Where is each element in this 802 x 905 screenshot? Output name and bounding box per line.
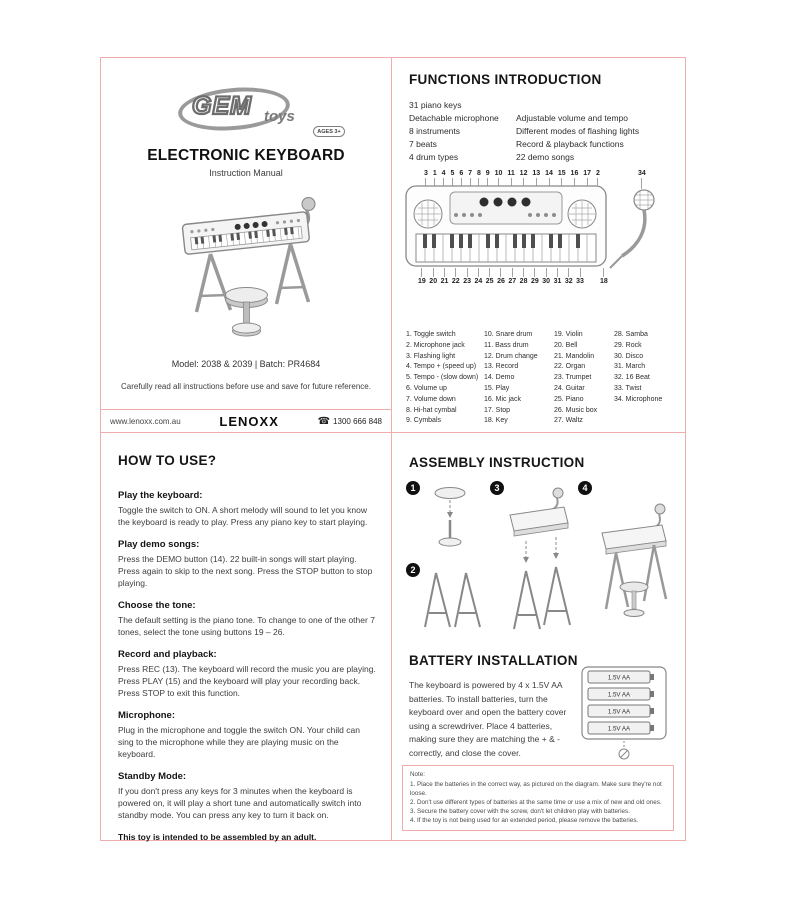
phone-contact — [318, 416, 382, 427]
callout-number: 33 — [576, 278, 584, 285]
callout-number: 7 — [468, 170, 473, 177]
keyboard-diagram — [398, 170, 680, 322]
part-label: 9. Cymbals — [406, 417, 442, 425]
section-body: If you don't press any keys for 3 minutes when the keyboard is powered on, it will play a short tune and automatically switch into standby mode. You can press any key to turn it back on. — [118, 786, 362, 820]
manual-title: ELECTRONIC KEYBOARD — [147, 147, 345, 164]
callout — [497, 268, 505, 285]
feature-row — [409, 125, 639, 138]
callout — [520, 268, 528, 285]
functions-panel — [392, 58, 686, 433]
feature-row — [409, 112, 639, 125]
leader-line — [455, 268, 456, 277]
gem-toys-logo — [178, 84, 314, 138]
feature-left: Detachable microphone — [409, 113, 499, 123]
feature-left: 8 instruments — [409, 126, 461, 136]
stool-illustration — [226, 288, 268, 337]
section-body: Press the DEMO button (14). 22 built-in songs will start playing. Press again to skip to the next song. Press the STOP button to stop playing. — [118, 554, 373, 588]
leader-line — [603, 268, 604, 277]
callout-number: 29 — [530, 278, 539, 285]
part-label: 14. Demo — [484, 374, 515, 382]
feature-row — [409, 138, 639, 151]
battery-body: The keyboard is powered by 4 x 1.5V AA batteries. To install batteries, turn the keyboard over and open the battery cover using a screwdriver. Place 4 batteries, making sure they are matching the + & - correctly, and close the cover. — [409, 680, 567, 758]
part-label: 32. 16 Beat — [614, 374, 650, 382]
part-label: 8. Hi-hat cymbal — [406, 406, 457, 414]
callout-number: 32 — [564, 278, 573, 285]
callout-number: 16 — [570, 170, 579, 177]
step2-legs-illustration — [420, 567, 484, 635]
section-title: Play the keyboard: — [118, 490, 203, 501]
leader-line — [500, 268, 501, 277]
how-to-use-heading: HOW TO USE? — [118, 453, 217, 468]
part-label: 4. Tempo + (speed up) — [406, 363, 477, 371]
phone-number: 1300 666 848 — [333, 417, 382, 426]
part-label: 28. Samba — [614, 331, 648, 338]
callout-number: 17 — [583, 170, 592, 177]
assembly-step-4 — [578, 481, 674, 645]
battery-diagram — [578, 665, 670, 761]
note-item: 3. Secure the battery cover with the screw, don't let children play with batteries. — [410, 808, 630, 815]
part-label: 25. Piano — [554, 395, 584, 403]
callout-number: 28 — [519, 278, 528, 285]
keys-callout — [600, 268, 608, 285]
step-number-badge: 2 — [406, 563, 420, 577]
part-label: 3. Flashing light — [406, 352, 456, 360]
part-label: 7. Volume down — [406, 395, 456, 403]
callout-number: 19 — [418, 278, 426, 285]
part-label: 23. Trumpet — [554, 374, 592, 382]
callout — [508, 268, 516, 285]
step-number-badge: 1 — [406, 481, 420, 495]
battery-cell-label: 1.5V AA — [607, 691, 631, 699]
part-label: 34. Microphone — [614, 395, 663, 403]
battery-cell-label: 1.5V AA — [607, 674, 631, 682]
callout-number: 18 — [600, 278, 608, 285]
note-title: Note: — [410, 771, 426, 778]
feature-right: Record & playback functions — [516, 139, 624, 149]
callout-number: 12 — [519, 170, 528, 177]
section-body: Press REC (13). The keyboard will record the music you are playing. Press PLAY (15) and the keyboard will play your recording back. Press STOP to exit this function. — [118, 664, 376, 698]
section-body: The default setting is the piano tone. To change to one of the other 7 tones, select the tone using buttons 19 – 26. — [118, 615, 375, 637]
callout — [441, 268, 449, 285]
callout-number: 3 — [424, 170, 428, 177]
section-title: Microphone: — [118, 710, 175, 721]
callout-number: 34 — [638, 170, 646, 177]
parts-list — [406, 330, 680, 427]
adult-assembly-note: This toy is intended to be assembled by an adult. — [118, 832, 317, 842]
functions-heading: FUNCTIONS INTRODUCTION — [409, 72, 602, 87]
section-title: Record and playback: — [118, 649, 217, 660]
callout — [452, 268, 460, 285]
part-label: 33. Twist — [614, 384, 642, 392]
note-list — [410, 780, 666, 825]
how-to-use-section — [118, 490, 376, 528]
callout-number: 24 — [474, 278, 483, 285]
leader-line — [489, 268, 490, 277]
how-to-use-section — [118, 710, 376, 760]
battery-cell-label: 1.5V AA — [607, 725, 631, 733]
callout-number: 13 — [532, 170, 541, 177]
section-title: Choose the tone: — [118, 600, 196, 611]
callout-number: 31 — [553, 278, 562, 285]
phone-icon: ☎ — [317, 416, 331, 427]
section-body: Plug in the microphone and toggle the switch ON. Your child can sing to the microphone while they are playing music on the keyboard. — [118, 725, 360, 759]
leader-line — [512, 268, 513, 277]
part-label: 21. Mandolin — [554, 352, 595, 360]
note-item: 4. If the toy is not being used for an extended period, please remove the batteries. — [410, 817, 639, 824]
callout-number: 9 — [485, 170, 490, 177]
part-label: 30. Disco — [614, 352, 644, 360]
callout — [565, 268, 573, 285]
assembly-step-3 — [490, 481, 574, 645]
leader-line — [534, 268, 535, 277]
manual-subtitle: Instruction Manual — [209, 168, 283, 178]
leader-line — [568, 268, 569, 277]
feature-right: 22 demo songs — [516, 152, 575, 162]
callout-number: 15 — [557, 170, 566, 177]
feature-row — [409, 99, 639, 112]
callout — [418, 268, 426, 285]
speaker-right — [568, 200, 596, 228]
how-to-use-section — [118, 600, 376, 638]
how-to-use-section — [118, 771, 376, 821]
callout-number: 1 — [432, 170, 437, 177]
callout-number: 10 — [494, 170, 503, 177]
part-label: 29. Rock — [614, 341, 642, 349]
feature-right: Different modes of flashing lights — [516, 126, 640, 136]
part-label: 11. Bass drum — [484, 341, 529, 349]
part-label: 10. Snare drum — [484, 331, 533, 338]
how-to-use-section — [118, 649, 376, 699]
feature-left: 7 beats — [409, 139, 437, 149]
part-label: 20. Bell — [554, 341, 578, 349]
note-item: 2. Don't use different types of batteries at the same time or use a mix of new and old ones. — [410, 799, 662, 806]
parts-column — [614, 330, 680, 427]
assembly-step-2 — [406, 563, 480, 645]
part-label: 27. Waltz — [554, 417, 583, 425]
read-instructions-note: Carefully read all instructions before use and save for future reference. — [121, 382, 371, 391]
how-to-use-section — [118, 539, 376, 589]
callout-number: 2 — [595, 170, 600, 177]
callout-number: 23 — [463, 278, 471, 285]
feature-left: 31 piano keys — [409, 100, 462, 110]
part-label: 22. Organ — [554, 363, 586, 371]
logo-toys-text: toys — [264, 108, 295, 125]
callout — [531, 268, 539, 285]
logo-gem-text: GEM — [192, 92, 252, 120]
callout-row-bottom — [418, 268, 584, 285]
step4-complete-illustration — [592, 485, 674, 637]
feature-right: Adjustable volume and tempo — [516, 113, 628, 123]
microphone-diagram — [610, 190, 654, 268]
parts-column — [406, 330, 484, 427]
callout-number: 14 — [545, 170, 553, 177]
battery-cell-label: 1.5V AA — [607, 708, 631, 716]
callout-number: 30 — [542, 278, 551, 285]
callout-number: 22 — [451, 278, 460, 285]
part-label: 2. Microphone jack — [406, 341, 465, 349]
leader-line — [580, 268, 581, 277]
feature-left: 4 drum types — [409, 152, 459, 162]
battery-heading: BATTERY INSTALLATION — [409, 653, 578, 668]
leader-line — [523, 268, 524, 277]
feature-row — [409, 151, 639, 164]
leader-line — [444, 268, 445, 277]
step3-keyboard-illustration — [504, 485, 574, 637]
assembly-figure — [406, 481, 674, 647]
parts-column — [554, 330, 614, 427]
parts-column — [484, 330, 554, 427]
callout — [474, 268, 482, 285]
speaker-left — [414, 200, 442, 228]
part-label: 24. Guitar — [554, 384, 585, 392]
website-text: www.lenoxx.com.au — [110, 417, 181, 426]
callout-number: 8 — [476, 170, 481, 177]
section-body: Toggle the switch to ON. A short melody will sound to let you know the keyboard is ready to play. Press any piano key to start playing. — [118, 505, 368, 527]
step-number-badge: 3 — [490, 481, 504, 495]
callout — [463, 268, 471, 285]
callout — [542, 268, 550, 285]
callout-number: 5 — [450, 170, 455, 177]
leader-line — [433, 268, 434, 277]
callout-number: 25 — [485, 278, 494, 285]
assembly-step-1 — [406, 481, 480, 557]
model-line: Model: 2038 & 2039 | Batch: PR4684 — [171, 359, 321, 369]
section-title: Standby Mode: — [118, 771, 187, 782]
callout — [486, 268, 494, 285]
leader-line — [478, 268, 479, 277]
callout — [576, 268, 584, 285]
ages-badge: AGES 3+ — [313, 126, 345, 137]
part-label: 19. Violin — [554, 331, 583, 338]
step1-stool-illustration — [420, 485, 476, 549]
callout-number: 6 — [459, 170, 464, 177]
callout-number: 11 — [507, 170, 515, 177]
features-list — [409, 99, 639, 164]
part-label: 15. Play — [484, 384, 510, 392]
leader-line — [421, 268, 422, 277]
part-label: 31. March — [614, 363, 646, 371]
callout-number: 20 — [429, 278, 438, 285]
part-label: 13. Record — [484, 363, 519, 371]
leader-line — [467, 268, 468, 277]
part-label: 26. Music box — [554, 406, 598, 414]
manual-grid — [100, 57, 686, 841]
how-to-use-sections — [118, 490, 376, 821]
how-to-use-panel — [101, 433, 392, 841]
assembly-heading: ASSEMBLY INSTRUCTION — [409, 455, 585, 470]
battery-note-box — [402, 765, 674, 831]
note-item: 1. Place the batteries in the correct way, as pictured on the diagram. Make sure they're not loose. — [410, 781, 662, 797]
callout-number: 4 — [441, 170, 446, 177]
part-label: 6. Volume up — [406, 384, 447, 392]
part-label: 1. Toggle switch — [406, 331, 456, 338]
cover-panel — [101, 58, 392, 433]
leader-line — [557, 268, 558, 277]
step-number-badge: 4 — [578, 481, 592, 495]
callout-number: 27 — [508, 278, 517, 285]
leader-line — [546, 268, 547, 277]
callout — [554, 268, 562, 285]
callout-number: 21 — [440, 278, 449, 285]
callout — [429, 268, 437, 285]
cover-footer — [101, 410, 391, 433]
part-label: 5. Tempo - (slow down) — [406, 374, 479, 382]
callout-number: 26 — [497, 278, 505, 285]
assembly-panel — [392, 433, 686, 841]
screw-icon — [619, 741, 629, 759]
lenoxx-logo: LENOXX — [219, 414, 279, 429]
part-label: 12. Drum change — [484, 352, 538, 360]
part-label: 18. Key — [484, 417, 508, 425]
section-title: Play demo songs: — [118, 539, 200, 550]
part-label: 17. Stop — [484, 406, 511, 414]
part-label: 16. Mic jack — [484, 395, 521, 403]
product-illustration — [159, 182, 334, 350]
